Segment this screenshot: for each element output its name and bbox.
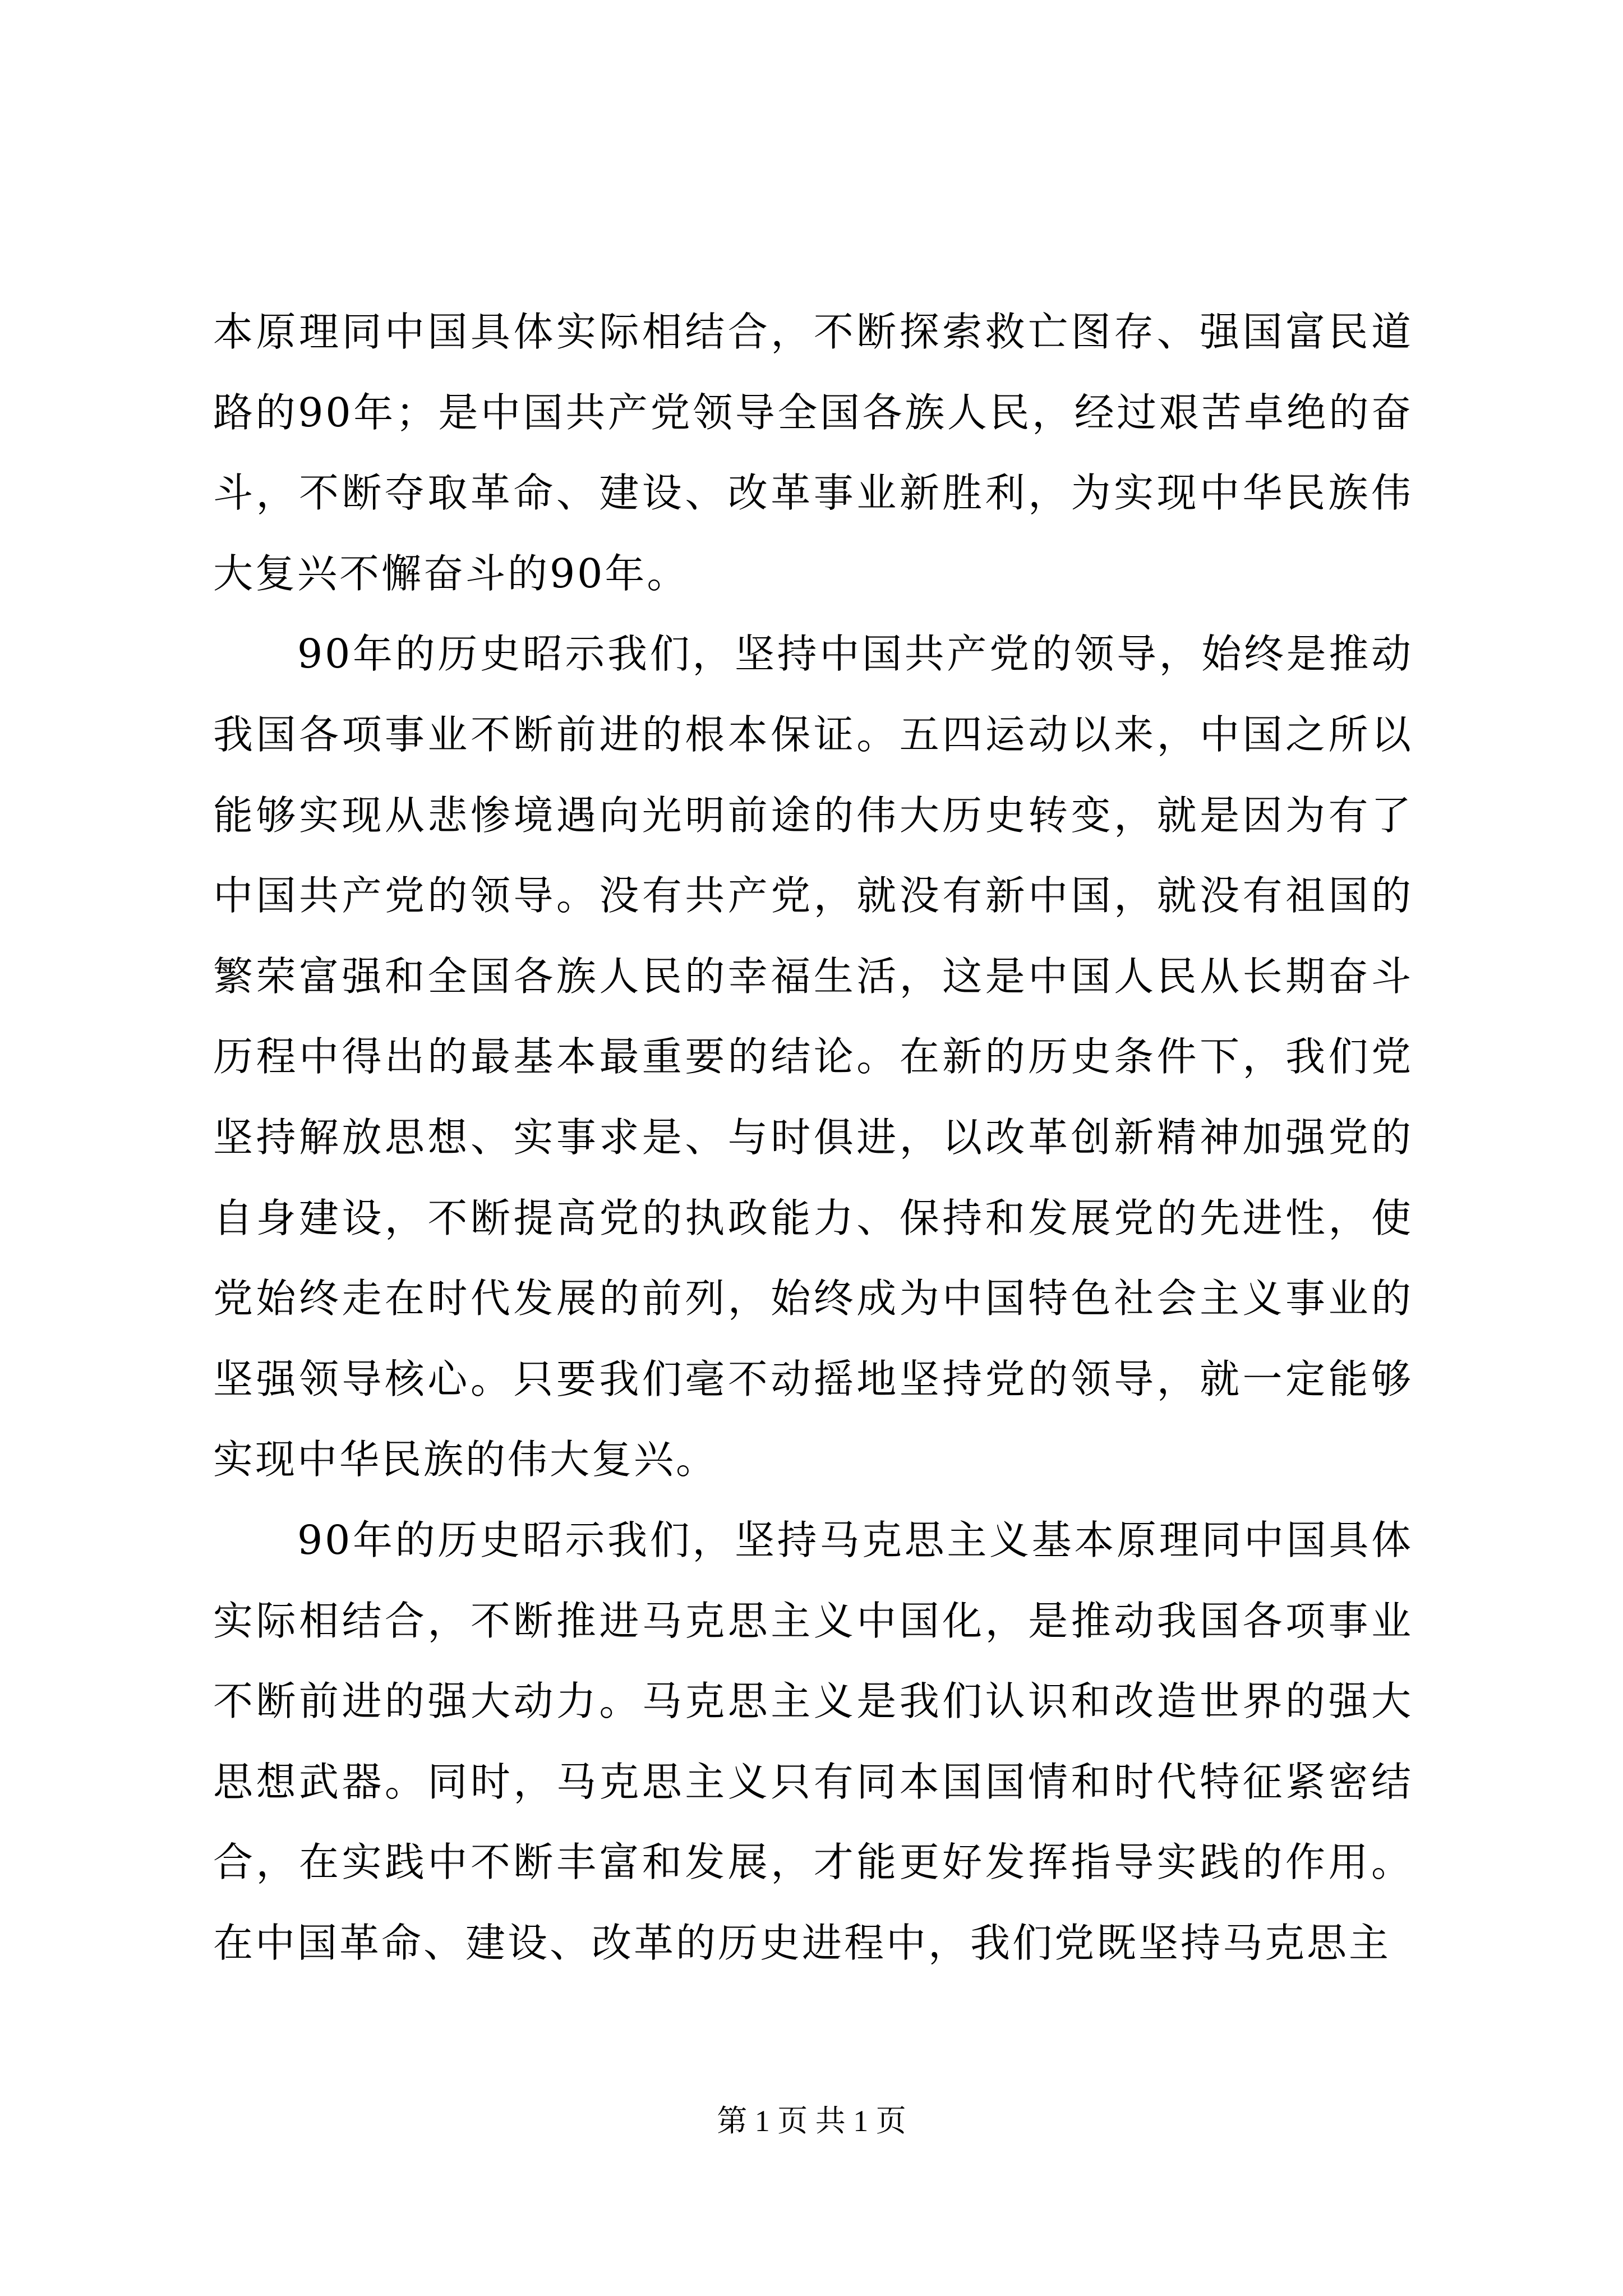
paragraph-3: 90年的历史昭示我们，坚持马克思主义基本原理同中国具体实际相结合，不断推进马克思主义中国化，是推动我国各项事业不断前进的强大动力。马克思主义是我们认识和改造世界的强大思想武器。同时，马克思主义只有同本国国情和时代特征紧密结合，在实践中不断丰富和发展，才能更好发挥指导实践的作用。在中国革命、建设、改革的历史进程中，我们党既坚持马克思主 <box>213 1516 1413 1966</box>
page-number-label: 第 1 页 共 1 页 <box>717 2104 906 2138</box>
paragraph-1: 本原理同中国具体实际相结合，不断探索救亡图存、强国富民道路的90年；是中国共产党领导全国各族人民，经过艰苦卓绝的奋斗，不断夺取革命、建设、改革事业新胜利，为实现中华民族伟大复兴不懈奋斗的90年。 <box>213 309 1413 597</box>
document-body <box>213 292 1413 1983</box>
page-footer <box>0 2101 1623 2141</box>
paragraph-2: 90年的历史昭示我们，坚持中国共产党的领导，始终是推动我国各项事业不断前进的根本保证。五四运动以来，中国之所以能够实现从悲惨境遇向光明前途的伟大历史转变，就是因为有了中国共产党的领导。没有共产党，就没有新中国，就没有祖国的繁荣富强和全国各族人民的幸福生活，这是中国人民从长期奋斗历程中得出的最基本最重要的结论。在新的历史条件下，我们党坚持解放思想、实事求是、与时俱进，以改革创新精神加强党的自身建设，不断提高党的执政能力、保持和发展党的先进性，使党始终走在时代发展的前列，始终成为中国特色社会主义事业的坚强领导核心。只要我们毫不动摇地坚持党的领导，就一定能够实现中华民族的伟大复兴。 <box>213 631 1413 1483</box>
